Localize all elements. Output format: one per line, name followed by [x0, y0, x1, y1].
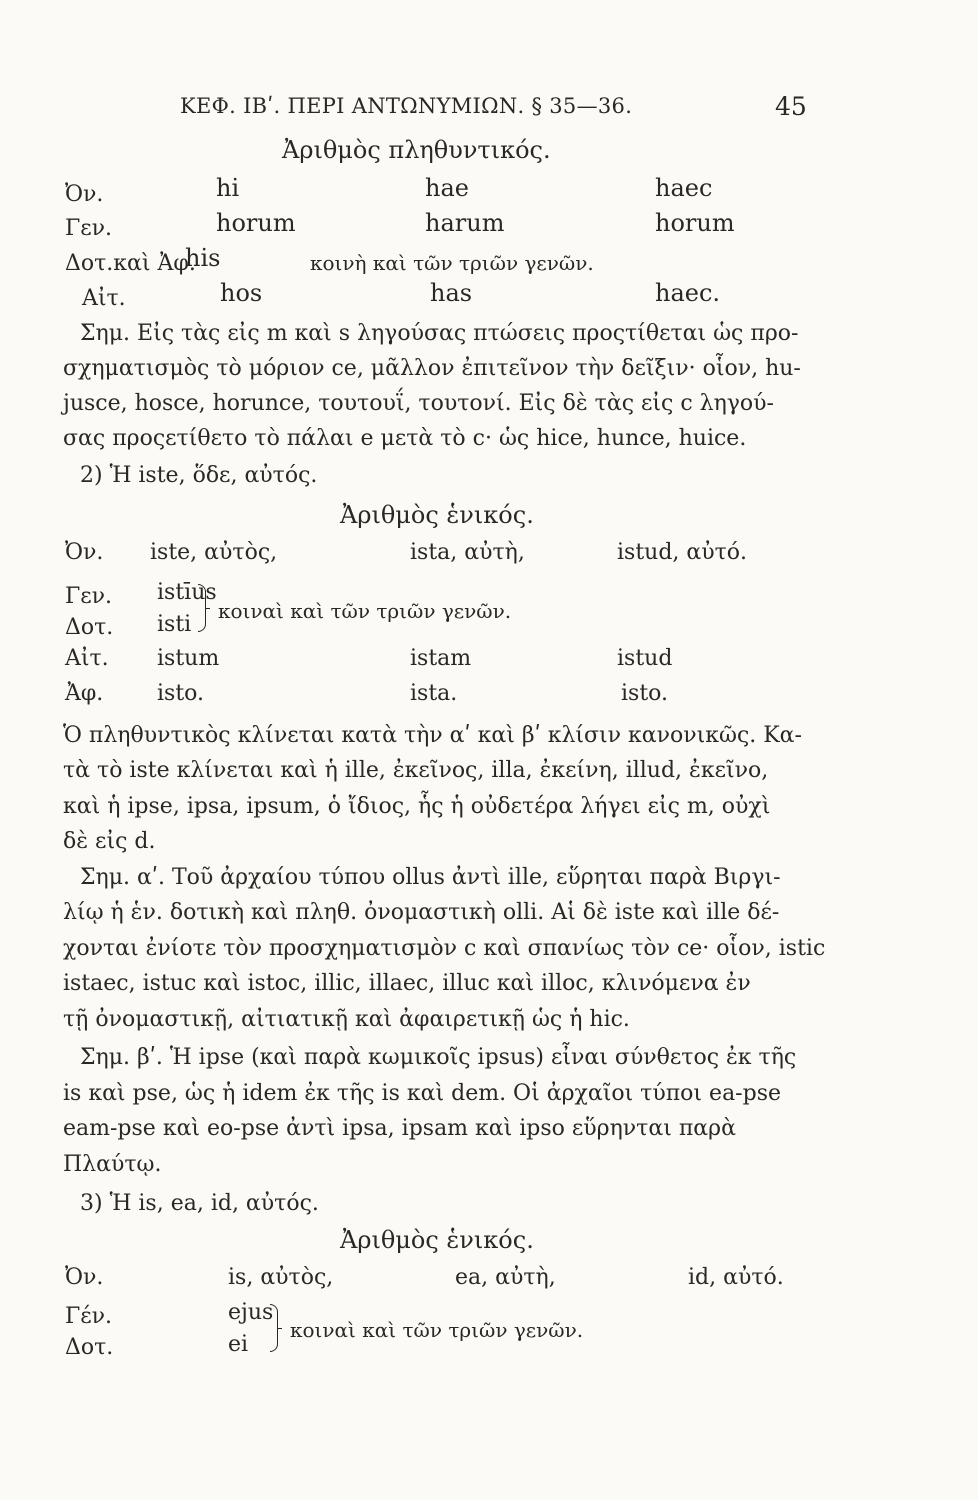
- form-neuter: id, αὐτό.: [688, 1265, 784, 1290]
- form-common: isti: [157, 612, 192, 637]
- form-neuter: haec.: [655, 279, 721, 307]
- text-line: σας προςετίθετο τὸ πάλαι e μετὰ τὸ c· ὡς hice, hunce, huice.: [63, 426, 747, 451]
- case-label: Δοτ.: [65, 615, 114, 640]
- text-line: eam-pse καὶ eo-pse ἀντὶ ipsa, ipsam καὶ ipso εὕρηνται παρὰ: [63, 1116, 736, 1141]
- grouping-brace: [270, 1304, 278, 1352]
- text-line: σχηματισμὸς τὸ μόριον ce, μᾶλλον ἐπιτεῖνον τὴν δεῖξιν· οἷον, hu-: [63, 356, 801, 381]
- form-neuter: isto.: [621, 681, 669, 706]
- common-gender-note: κοιναὶ καὶ τῶν τριῶν γενῶν.: [218, 599, 512, 623]
- case-label: Ὀν.: [65, 1265, 104, 1290]
- item-heading: 2) Ἡ iste, ὅδε, αὐτός.: [80, 463, 318, 488]
- singular-heading: Ἀριθμὸς ἑνικός.: [340, 1226, 534, 1254]
- page-number: 45: [775, 92, 807, 121]
- text-line: χονται ἐνίοτε τὸν προσχηματισμὸν c καὶ σπανίως τὸν ce· οἷον, istic: [63, 936, 826, 961]
- form-feminine: ista, αὐτὴ,: [410, 540, 525, 565]
- text-line: καὶ ἡ ipse, ipsa, ipsum, ὁ ἴδιος, ἧς ἡ οὐδετέρα λήγει εἰς m, οὐχὶ: [63, 794, 771, 819]
- form-masculine: is, αὐτὸς,: [228, 1265, 334, 1290]
- running-header: ΚΕΦ. ΙΒʹ. ΠΕΡΙ ΑΝΤΩΝΥΜΙΩΝ. § 35—36.: [180, 94, 633, 118]
- case-label: Γέν.: [65, 1304, 113, 1329]
- case-label: Αἰτ.: [65, 646, 109, 671]
- common-gender-note: κοιναὶ καὶ τῶν τριῶν γενῶν.: [290, 1318, 584, 1342]
- text-line: τὰ τὸ iste κλίνεται καὶ ἡ ille, ἐκεῖνος, illa, ἐκείνη, illud, ἐκεῖνο,: [63, 758, 769, 783]
- form-common: ei: [228, 1332, 249, 1357]
- form-common: ejus: [228, 1300, 274, 1325]
- text-line: istaec, istuc καὶ istoc, illic, illaec, illuc καὶ illoc, κλινόμενα ἐν: [63, 971, 751, 996]
- form-neuter: horum: [655, 209, 735, 237]
- case-label: Γεν.: [65, 216, 113, 241]
- case-label: Αἰτ.: [82, 286, 126, 311]
- text-line: δὲ εἰς d.: [63, 829, 156, 854]
- case-label: Ὀν.: [65, 540, 104, 565]
- case-label: Γεν.: [65, 584, 113, 609]
- text-line: Σημ. Εἰς τὰς εἰς m καὶ s ληγούσας πτώσεις προςτίθεται ὡς προ-: [80, 321, 799, 346]
- form-neuter: haec: [655, 174, 713, 202]
- form-masculine: istum: [157, 646, 220, 671]
- form-feminine: ea, αὐτὴ,: [455, 1265, 556, 1290]
- form-masculine: iste, αὐτὸς,: [150, 540, 278, 565]
- text-line: Σημ. βʹ. Ἡ ipse (καὶ παρὰ κωμικοῖς ipsus) εἶναι σύνθετος ἐκ τῆς: [80, 1045, 797, 1070]
- text-line: Πλαύτῳ.: [63, 1152, 162, 1177]
- form-neuter: istud: [617, 646, 673, 671]
- form-feminine: harum: [425, 209, 505, 237]
- form-neuter: istud, αὐτό.: [617, 540, 748, 565]
- form-masculine: horum: [216, 209, 296, 237]
- form-masculine: isto.: [157, 681, 205, 706]
- form-masculine: hi: [216, 174, 240, 202]
- case-label: Δοτ.καὶ Ἀφ.: [65, 251, 196, 276]
- form-feminine: has: [430, 279, 473, 307]
- form-feminine: istam: [410, 646, 472, 671]
- form-feminine: hae: [425, 174, 469, 202]
- text-line: λίῳ ἡ ἑν. δοτικὴ καὶ πληθ. ὀνομαστικὴ olli. Αἱ δὲ iste καὶ ille δέ-: [63, 900, 780, 925]
- item-heading: 3) Ἡ is, ea, id, αὐτός.: [80, 1191, 319, 1216]
- text-line: is καὶ pse, ὡς ἡ idem ἐκ τῆς is καὶ dem. Οἱ ἀρχαῖοι τύποι ea-pse: [63, 1081, 782, 1106]
- form-feminine: ista.: [410, 681, 458, 706]
- text-line: Σημ. αʹ. Τοῦ ἀρχαίου τύπου ollus ἀντὶ ille, εὕρηται παρὰ Βιργι-: [80, 865, 781, 890]
- singular-heading: Ἀριθμὸς ἑνικός.: [340, 501, 534, 529]
- grouping-brace: [198, 584, 206, 632]
- common-gender-note: κοινὴ καὶ τῶν τριῶν γενῶν.: [310, 251, 594, 275]
- plural-heading: Ἀριθμὸς πληθυντικός.: [282, 136, 551, 164]
- text-line: τῇ ὀνομαστικῇ, αἰτιατικῇ καὶ ἀφαιρετικῇ ὡς ἡ hic.: [63, 1007, 630, 1032]
- case-label: Ἀφ.: [65, 681, 104, 706]
- case-label: Ὀν.: [65, 182, 104, 207]
- text-line: Ὁ πληθυντικὸς κλίνεται κατὰ τὴν αʹ καὶ βʹ κλίσιν κανονικῶς. Κα-: [63, 723, 802, 748]
- form-masculine: his: [185, 244, 221, 272]
- form-common: istīus: [157, 580, 217, 605]
- text-line: jusce, hosce, horunce, τουτουΐ, τουτονί. Εἰς δὲ τὰς εἰς c ληγού-: [63, 391, 774, 416]
- form-masculine: hos: [220, 279, 263, 307]
- case-label: Δοτ.: [65, 1335, 114, 1360]
